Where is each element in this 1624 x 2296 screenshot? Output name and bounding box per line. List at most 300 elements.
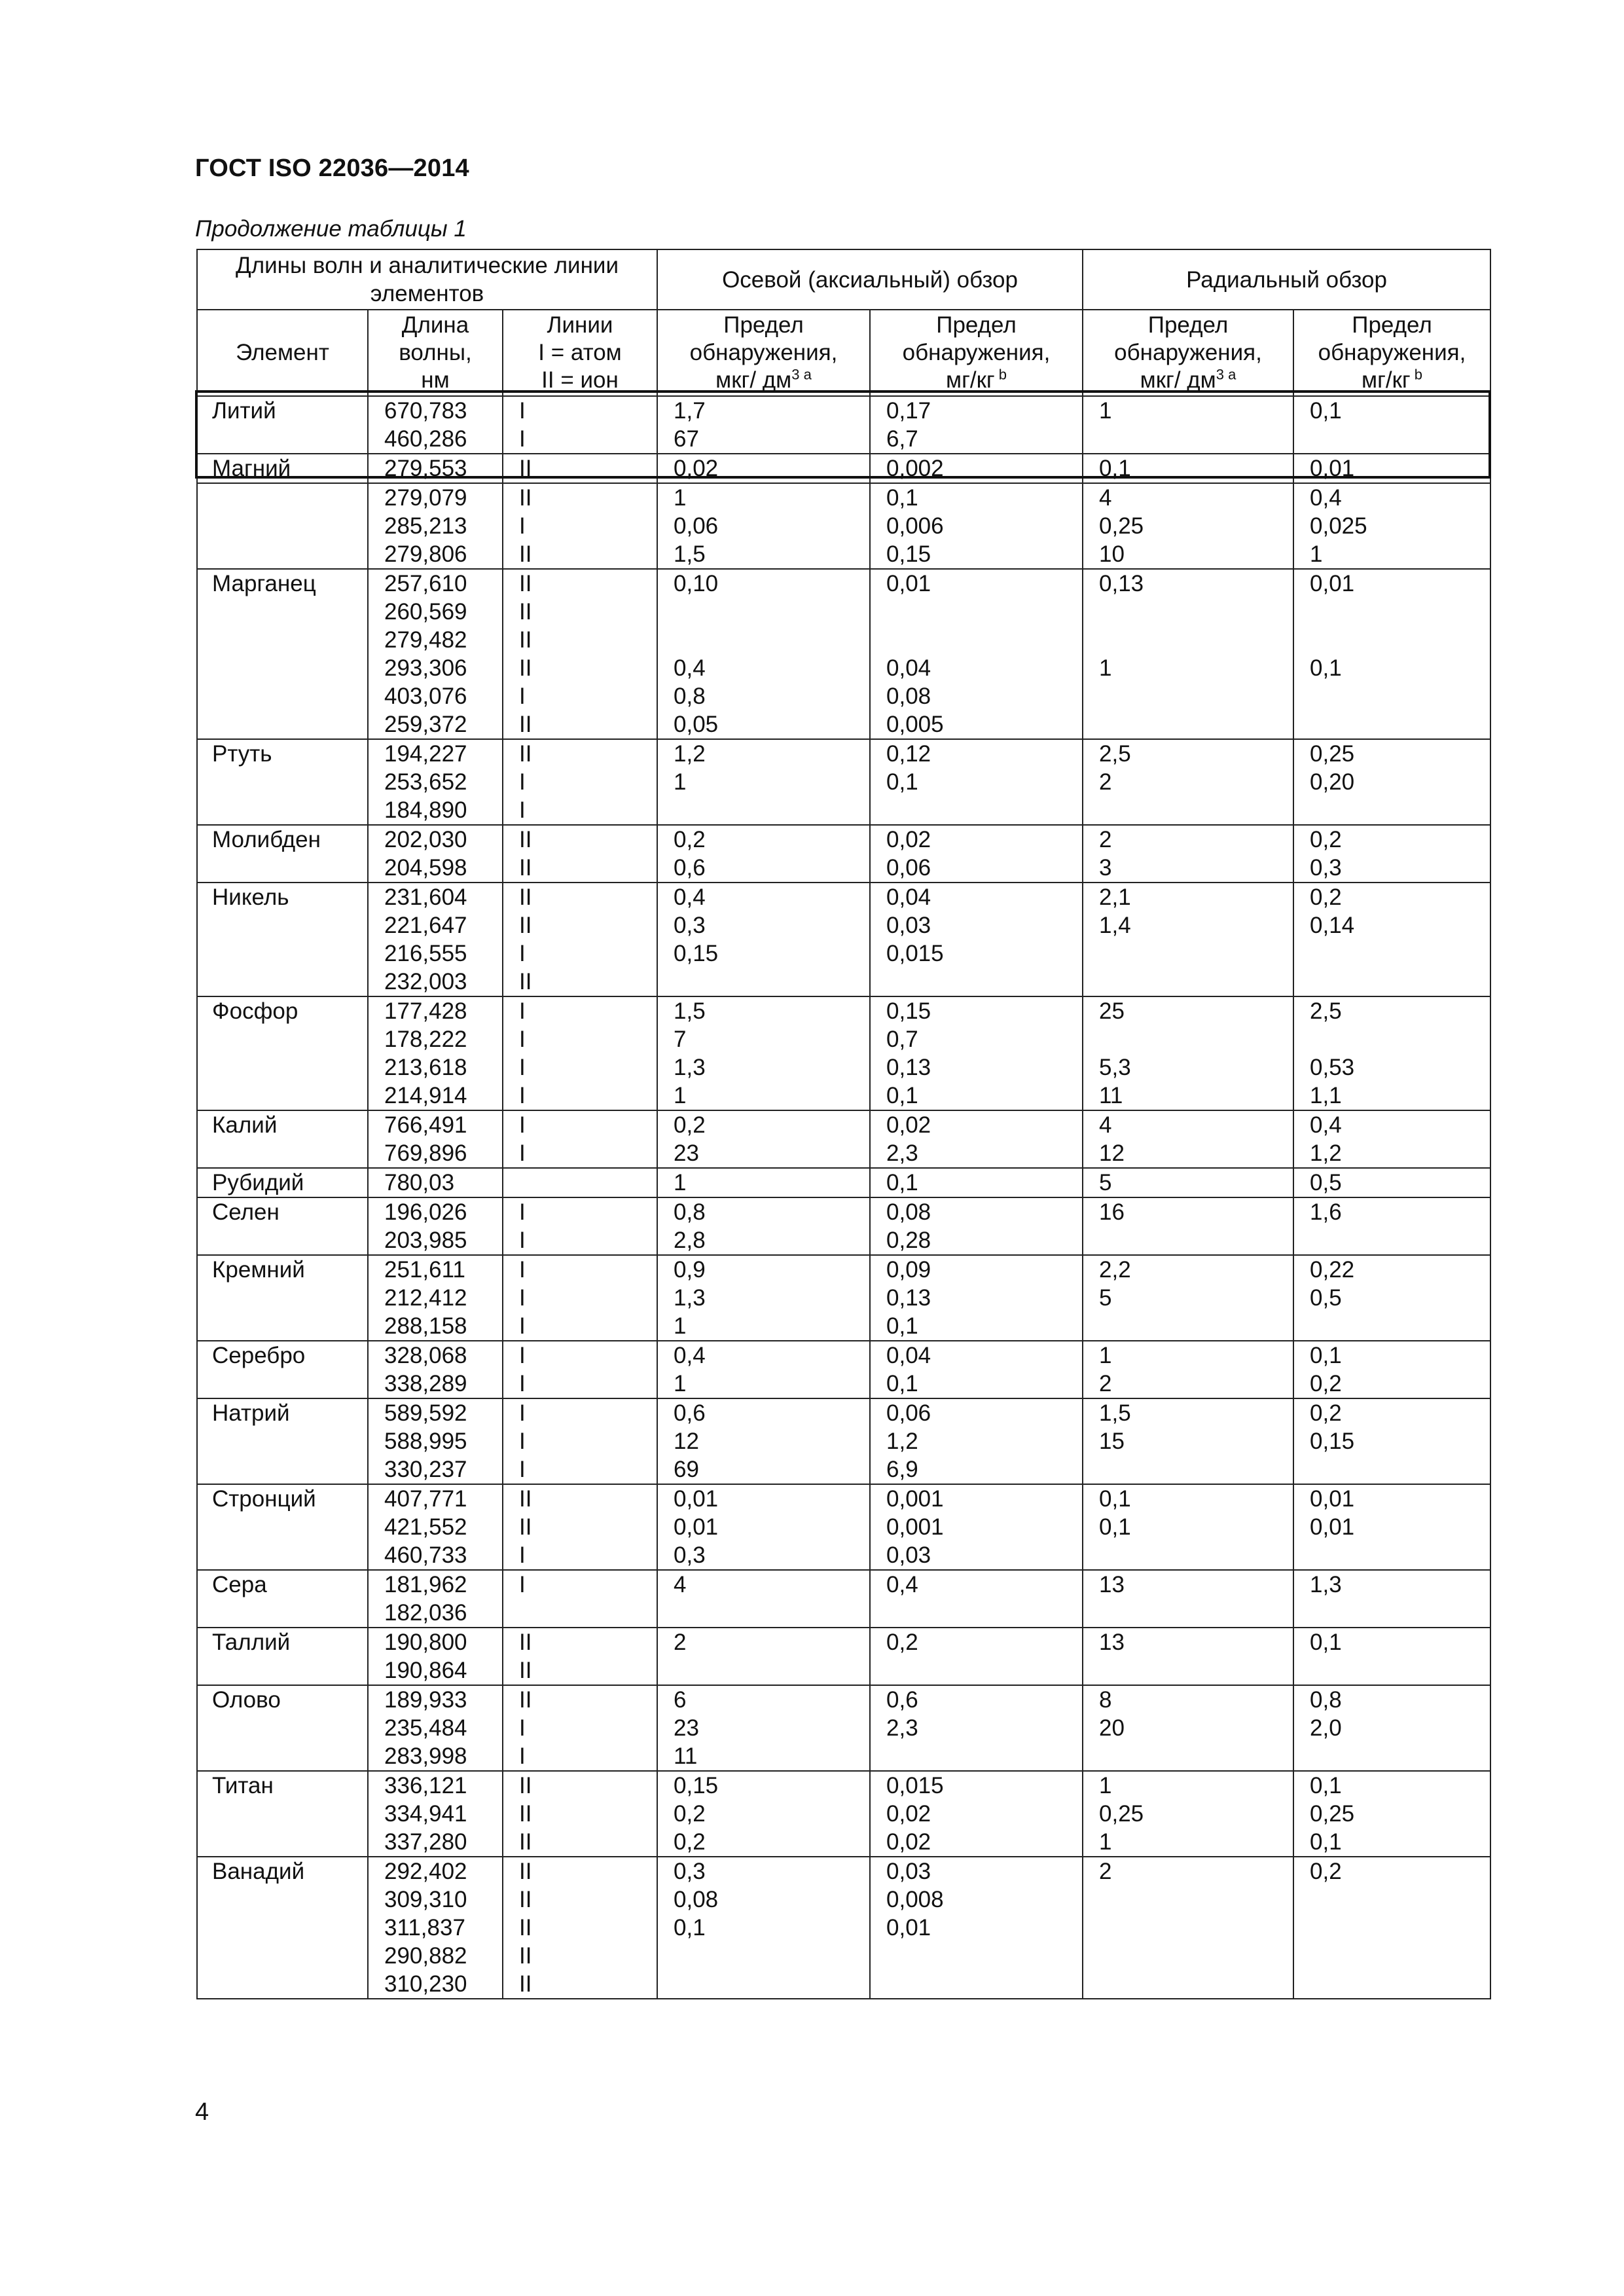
cell-axial-lod-volume [657, 1197, 870, 1255]
cell-line [886, 968, 1082, 996]
cell-axial-lod-mass [870, 454, 1083, 483]
cell-line: 2,2 [1099, 1257, 1131, 1283]
cell-line [1099, 1970, 1293, 1998]
cell-line: II [519, 855, 532, 881]
cell-line: 0,1 [1099, 1514, 1131, 1540]
cell-wavelength [368, 883, 503, 996]
cell-line: 1 [674, 1313, 687, 1339]
cell-wavelength [368, 1341, 503, 1398]
cell-line: 780,03 [384, 1170, 455, 1195]
cell-line: 184,890 [384, 797, 467, 823]
table-row [197, 1570, 1490, 1628]
cell-line: I [519, 1343, 526, 1368]
cell-line [1099, 710, 1293, 738]
cell-line [1310, 626, 1490, 654]
cell-axial-lod-volume [657, 569, 870, 739]
cell-line: II [519, 1630, 532, 1655]
cell-line: 0,15 [674, 941, 719, 966]
cell-line: II [519, 1915, 532, 1941]
table-body [197, 396, 1490, 1999]
cell-line: II [519, 1687, 532, 1713]
cell-line [1099, 1312, 1293, 1340]
cell-line: 13 [1099, 1572, 1125, 1597]
cell-line: 0,03 [886, 1542, 931, 1568]
cell-axial-lod-mass [870, 1168, 1083, 1197]
cell-line [1099, 1942, 1293, 1970]
cell-line: I [519, 1429, 526, 1454]
cell-line [1310, 1455, 1490, 1484]
cell-line: 3 [1099, 855, 1112, 881]
cell-line: 588,995 [384, 1429, 467, 1454]
cell-line: 23 [674, 1140, 699, 1166]
cell-line: 283,998 [384, 1743, 467, 1769]
cell-line: I [519, 1743, 526, 1769]
cell-line: II [519, 712, 532, 737]
header-radial-lod-mass: Предел обнаружения, мг/кг $^b$ [1293, 310, 1490, 396]
cell-line: 0,015 [886, 941, 944, 966]
cell-wavelength [368, 1628, 503, 1685]
cell-line: 203,985 [384, 1228, 467, 1253]
cell-line [1310, 939, 1490, 968]
cell-line: 6 [674, 1687, 687, 1713]
cell-line: 0,02 [886, 1112, 931, 1138]
cell-line: I [519, 1400, 526, 1426]
cell-line: 0,25 [1099, 513, 1144, 539]
cell-line: 177,428 [384, 998, 467, 1024]
cell-lines [503, 1771, 657, 1857]
cell-line: 213,618 [384, 1055, 467, 1080]
cell-line [1310, 1886, 1490, 1914]
cell-radial-lod-volume [1083, 1685, 1293, 1771]
header-radial-lod-volume: Предел обнаружения, мкг/ $дм^{3 a}$ [1083, 310, 1293, 396]
cell-line: 67 [674, 426, 699, 452]
cell-line: II [519, 1773, 532, 1798]
cell-line: 212,412 [384, 1285, 467, 1311]
cell-line: 311,837 [384, 1915, 465, 1941]
table-row [197, 1110, 1490, 1168]
cell-radial-lod-mass [1293, 739, 1490, 825]
cell-axial-lod-mass [870, 396, 1083, 454]
cell-line: 0,13 [1099, 571, 1144, 596]
cell-line: 216,555 [384, 941, 467, 966]
cell-line: 0,4 [886, 1572, 918, 1597]
cell-line: 0,1 [886, 769, 918, 795]
cell-radial-lod-mass [1293, 883, 1490, 996]
cell-line: 0,2 [1310, 1400, 1342, 1426]
cell-lines [503, 483, 657, 569]
cell-axial-lod-mass [870, 883, 1083, 996]
cell-element: Сера [197, 1570, 368, 1628]
cell-line: 0,5 [1310, 1285, 1342, 1311]
cell-line: 0,2 [1310, 827, 1342, 852]
header-axial-lod-volume: Предел обнаружения, мкг/ $дм^{3 a}$ [657, 310, 870, 396]
cell-radial-lod-mass [1293, 569, 1490, 739]
cell-line: I [519, 1715, 526, 1741]
cell-line: 670,783 [384, 398, 467, 424]
cell-line: 0,01 [886, 571, 931, 596]
cell-line: 0,13 [886, 1055, 931, 1080]
cell-line [1310, 1914, 1490, 1942]
cell-line: 0,28 [886, 1228, 931, 1253]
cell-lines [503, 396, 657, 454]
cell-line: 1 [1099, 398, 1112, 424]
cell-line [519, 1169, 657, 1197]
cell-line: 189,933 [384, 1687, 467, 1713]
cell-line [886, 626, 1082, 654]
cell-line: 0,01 [1310, 456, 1355, 481]
cell-element: Селен [197, 1197, 368, 1255]
cell-line [1310, 682, 1490, 710]
cell-line: 0,8 [1310, 1687, 1342, 1713]
table-row [197, 454, 1490, 483]
cell-line: 0,01 [674, 1486, 719, 1512]
cell-line: 0,3 [674, 1859, 706, 1884]
table-row [197, 825, 1490, 883]
cell-line: 181,962 [384, 1572, 467, 1597]
page-number: 4 [195, 2098, 209, 2126]
cell-line: 0,4 [674, 1343, 706, 1368]
cell-line: 328,068 [384, 1343, 467, 1368]
cell-wavelength [368, 1168, 503, 1197]
cell-line [1310, 796, 1490, 824]
cell-line: I [519, 769, 526, 795]
cell-line: 1 [674, 485, 687, 511]
cell-line: 0,25 [1099, 1801, 1144, 1827]
cell-line: 0,5 [1310, 1170, 1342, 1195]
cell-line: 0,02 [886, 827, 931, 852]
cell-line: 251,611 [384, 1257, 465, 1283]
cell-line: 0,8 [674, 1199, 706, 1225]
cell-axial-lod-mass [870, 1197, 1083, 1255]
cell-line: I [519, 998, 526, 1024]
cell-line: 293,306 [384, 655, 467, 681]
cell-line: I [519, 941, 526, 966]
cell-line: I [519, 1199, 526, 1225]
cell-line: II [519, 1801, 532, 1827]
table-row [197, 1628, 1490, 1685]
cell-line [1099, 1541, 1293, 1569]
cell-line: 0,14 [1310, 913, 1355, 938]
cell-lines [503, 1685, 657, 1771]
cell-line: 0,01 [1310, 571, 1355, 596]
cell-lines [503, 1255, 657, 1341]
cell-line: 0,53 [1310, 1055, 1355, 1080]
cell-line: II [519, 485, 532, 511]
cell-line: 309,310 [384, 1887, 467, 1912]
cell-line: 0,01 [1310, 1486, 1355, 1512]
cell-wavelength [368, 454, 503, 483]
cell-line: 1 [674, 1371, 687, 1396]
cell-axial-lod-mass [870, 1685, 1083, 1771]
cell-line: 0,1 [1310, 1829, 1342, 1855]
cell-line: II [519, 627, 532, 653]
cell-axial-lod-volume [657, 1398, 870, 1484]
cell-line: 2,5 [1310, 998, 1342, 1024]
table-row [197, 1341, 1490, 1398]
cell-axial-lod-mass [870, 1341, 1083, 1398]
cell-radial-lod-volume [1083, 883, 1293, 996]
cell-line [1099, 626, 1293, 654]
cell-axial-lod-mass [870, 1771, 1083, 1857]
cell-line: 0,6 [674, 855, 706, 881]
table-row [197, 1484, 1490, 1570]
cell-line [674, 796, 869, 824]
cell-line: 0,2 [1310, 1859, 1342, 1884]
cell-line: 330,237 [384, 1457, 467, 1482]
cell-line: 0,15 [886, 998, 931, 1024]
cell-line: 0,06 [886, 855, 931, 881]
cell-line: 0,03 [886, 1859, 931, 1884]
cell-line: 0,02 [886, 1801, 931, 1827]
cell-lines [503, 1857, 657, 1999]
cell-axial-lod-mass [870, 825, 1083, 883]
cell-line [1310, 1226, 1490, 1254]
cell-axial-lod-mass [870, 1484, 1083, 1570]
cell-line: 259,372 [384, 712, 467, 737]
cell-axial-lod-volume [657, 883, 870, 996]
cell-line: I [519, 1027, 526, 1052]
cell-radial-lod-volume [1083, 1484, 1293, 1570]
cell-line: 1 [1099, 1829, 1112, 1855]
table-row [197, 1168, 1490, 1197]
cell-element: Литий [197, 396, 368, 454]
cell-line: 766,491 [384, 1112, 467, 1138]
cell-radial-lod-volume [1083, 1110, 1293, 1168]
cell-wavelength [368, 1771, 503, 1857]
cell-line: I [519, 1140, 526, 1166]
cell-line: 279,079 [384, 485, 467, 511]
cell-wavelength [368, 1570, 503, 1628]
cell-line: 1 [1310, 541, 1323, 567]
cell-line: 0,001 [886, 1486, 944, 1512]
cell-line [1099, 598, 1293, 626]
cell-line: 0,22 [1310, 1257, 1355, 1283]
cell-line [674, 626, 869, 654]
cell-line: 0,8 [674, 683, 706, 709]
cell-line: II [519, 1829, 532, 1855]
cell-line: 0,04 [886, 884, 931, 910]
cell-axial-lod-mass [870, 569, 1083, 739]
cell-line: 0,3 [674, 1542, 706, 1568]
cell-line [886, 1742, 1082, 1770]
cell-axial-lod-volume [657, 1484, 870, 1570]
cell-line: 279,482 [384, 627, 467, 653]
header-wavelength: Длина волны, нм [368, 310, 503, 396]
cell-line: 0,6 [886, 1687, 918, 1713]
cell-element: Кремний [197, 1255, 368, 1341]
header-element: Элемент [197, 310, 368, 396]
header-axial: Осевой (аксиальный) обзор [657, 249, 1083, 310]
cell-line: 0,08 [886, 1199, 931, 1225]
cell-radial-lod-mass [1293, 1771, 1490, 1857]
cell-line: I [519, 1371, 526, 1396]
cell-line: 253,652 [384, 769, 467, 795]
cell-axial-lod-volume [657, 1857, 870, 1999]
cell-line [1310, 425, 1490, 453]
cell-line: 2,8 [674, 1228, 706, 1253]
cell-axial-lod-mass [870, 1398, 1083, 1484]
cell-line: 0,7 [886, 1027, 918, 1052]
cell-line: II [519, 599, 532, 625]
cell-axial-lod-mass [870, 1110, 1083, 1168]
cell-element: Марганец [197, 569, 368, 739]
cell-lines [503, 1570, 657, 1628]
cell-line [886, 1599, 1082, 1627]
cell-radial-lod-mass [1293, 1628, 1490, 1685]
cell-line [674, 1656, 869, 1685]
cell-axial-lod-mass [870, 1255, 1083, 1341]
cell-wavelength [368, 396, 503, 454]
header-lines: Линии I = атом II = ион [503, 310, 657, 396]
table-row [197, 396, 1490, 454]
cell-radial-lod-volume [1083, 1341, 1293, 1398]
cell-element: Стронций [197, 1484, 368, 1570]
cell-line: 0,1 [886, 1170, 918, 1195]
cell-line: 0,15 [1310, 1429, 1355, 1454]
header-radial: Радиальный обзор [1083, 249, 1490, 310]
cell-line [1099, 968, 1293, 996]
cell-line: I [519, 1572, 526, 1597]
cell-line: 0,002 [886, 456, 944, 481]
cell-line: 12 [1099, 1140, 1125, 1166]
cell-line [519, 1599, 657, 1627]
cell-line: 0,1 [1099, 456, 1131, 481]
cell-line: 1,5 [1099, 1400, 1131, 1426]
cell-element: Ванадий [197, 1857, 368, 1999]
cell-line: 310,230 [384, 1971, 467, 1997]
cell-wavelength [368, 1685, 503, 1771]
cell-line: 221,647 [384, 913, 467, 938]
cell-line [1310, 1541, 1490, 1569]
cell-line: 260,569 [384, 599, 467, 625]
cell-line: 25 [1099, 998, 1125, 1024]
cell-line [1310, 968, 1490, 996]
cell-line: 1,3 [674, 1055, 706, 1080]
cell-line: 338,289 [384, 1371, 467, 1396]
cell-lines [503, 1628, 657, 1685]
cell-wavelength [368, 739, 503, 825]
cell-line: 0,01 [674, 1514, 719, 1540]
cell-line: 6,9 [886, 1457, 918, 1482]
cell-line: 0,6 [674, 1400, 706, 1426]
cell-lines [503, 1168, 657, 1197]
cell-line: 769,896 [384, 1140, 467, 1166]
cell-line: I [519, 1055, 526, 1080]
cell-wavelength [368, 569, 503, 739]
cell-line: 190,864 [384, 1658, 467, 1683]
cell-line [886, 1970, 1082, 1998]
cell-line: II [519, 541, 532, 567]
cell-line [674, 1942, 869, 1970]
cell-axial-lod-volume [657, 1341, 870, 1398]
cell-line: 0,08 [886, 683, 931, 709]
cell-line: 11 [1099, 1083, 1123, 1108]
cell-radial-lod-mass [1293, 396, 1490, 454]
cell-line: I [519, 1457, 526, 1482]
cell-line: I [519, 1542, 526, 1568]
header-wavelengths: Длины волн и аналитические линии элементов [197, 249, 657, 310]
cell-line: II [519, 1486, 532, 1512]
cell-radial-lod-volume [1083, 1628, 1293, 1685]
cell-line: 403,076 [384, 683, 467, 709]
cell-line: II [519, 1859, 532, 1884]
cell-line: II [519, 1658, 532, 1683]
table-caption: Продолжение таблицы 1 [195, 216, 467, 242]
cell-line: 20 [1099, 1715, 1125, 1741]
cell-axial-lod-mass [870, 996, 1083, 1110]
cell-line [1099, 796, 1293, 824]
cell-line: 232,003 [384, 969, 467, 994]
cell-line [674, 1599, 869, 1627]
cell-line: 8 [1099, 1687, 1112, 1713]
cell-line: 1 [674, 1170, 687, 1195]
cell-radial-lod-volume [1083, 1771, 1293, 1857]
cell-line: 194,227 [384, 741, 467, 767]
cell-lines [503, 454, 657, 483]
cell-line: 460,286 [384, 426, 467, 452]
cell-line: 2,3 [886, 1140, 918, 1166]
cell-line: 589,592 [384, 1400, 467, 1426]
cell-line [1310, 1742, 1490, 1770]
cell-line [1099, 425, 1293, 453]
cell-line: 4 [1099, 485, 1112, 511]
cell-line [1099, 1025, 1293, 1053]
cell-line: 0,15 [674, 1773, 719, 1798]
cell-radial-lod-volume [1083, 569, 1293, 739]
cell-line: 0,2 [1310, 884, 1342, 910]
cell-line: 0,06 [886, 1400, 931, 1426]
cell-line: 1,1 [1310, 1083, 1342, 1108]
cell-radial-lod-volume [1083, 739, 1293, 825]
cell-line: 0,10 [674, 571, 719, 596]
cell-line: 0,4 [1310, 485, 1342, 511]
cell-line: 231,604 [384, 884, 467, 910]
cell-line: II [519, 655, 532, 681]
cell-radial-lod-volume [1083, 1168, 1293, 1197]
cell-lines [503, 1398, 657, 1484]
cell-line: 1,2 [674, 741, 706, 767]
cell-line: 2 [1099, 1371, 1112, 1396]
cell-line: 182,036 [384, 1600, 467, 1626]
cell-line [1099, 1599, 1293, 1627]
cell-line: 0,9 [674, 1257, 706, 1283]
cell-line: II [519, 741, 532, 767]
cell-radial-lod-volume [1083, 1255, 1293, 1341]
cell-line: I [519, 426, 526, 452]
cell-line: 0,03 [886, 913, 931, 938]
cell-line: 0,06 [674, 513, 719, 539]
cell-line [1310, 1656, 1490, 1685]
cell-line: 334,941 [384, 1801, 467, 1827]
cell-wavelength [368, 1857, 503, 1999]
cell-axial-lod-mass [870, 1570, 1083, 1628]
cell-line: 0,2 [674, 1829, 706, 1855]
cell-element: Никель [197, 883, 368, 996]
cell-line: 0,2 [674, 827, 706, 852]
cell-line: II [519, 827, 532, 852]
table-row [197, 1857, 1490, 1999]
cell-line: 0,12 [886, 741, 931, 767]
cell-line: 5,3 [1099, 1055, 1131, 1080]
cell-radial-lod-mass [1293, 1341, 1490, 1398]
cell-line: 2,5 [1099, 741, 1131, 767]
cell-line: 292,402 [384, 1859, 467, 1884]
cell-line: I [519, 1285, 526, 1311]
cell-radial-lod-mass [1293, 825, 1490, 883]
cell-line: 0,025 [1310, 513, 1367, 539]
cell-line [1099, 939, 1293, 968]
cell-radial-lod-volume [1083, 454, 1293, 483]
